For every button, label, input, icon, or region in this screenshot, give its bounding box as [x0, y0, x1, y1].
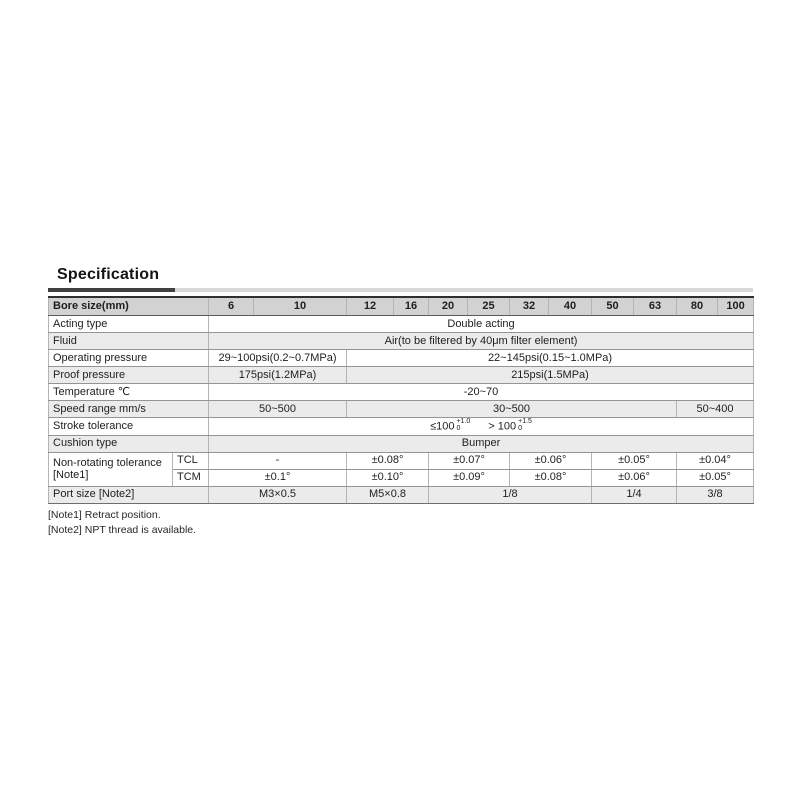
tcl-value-6-10: -	[209, 452, 347, 469]
section-title: Specification	[57, 266, 160, 283]
operating-pressure-small-bore: 29~100psi(0.2~0.7MPa)	[209, 350, 347, 367]
table-row-proof-pressure	[49, 367, 754, 384]
bore-col-40: 40	[549, 297, 592, 316]
tcl-value-20-25: ±0.07°	[429, 452, 510, 469]
table-row-cushion-type	[49, 435, 754, 452]
footnote-2: [Note2] NPT thread is available.	[48, 523, 197, 536]
bore-col-100: 100	[718, 297, 754, 316]
stroke-tolerance-sup-2: +1.5	[518, 418, 532, 425]
bore-col-6: 6	[209, 297, 254, 316]
bore-col-80: 80	[677, 297, 718, 316]
heading-underline-accent	[48, 288, 175, 292]
proof-pressure-large-bore: 215psi(1.5MPa)	[347, 367, 754, 384]
bore-col-10: 10	[254, 297, 347, 316]
speed-range-large-bore: 50~400	[677, 401, 754, 418]
speed-range-label: Speed range mm/s	[49, 401, 209, 418]
cushion-type-label: Cushion type	[49, 435, 209, 452]
operating-pressure-large-bore: 22~145psi(0.15~1.0MPa)	[347, 350, 754, 367]
temperature-label: Temperature ℃	[49, 384, 209, 401]
bore-col-63: 63	[634, 297, 677, 316]
speed-range-small-bore: 50~500	[209, 401, 347, 418]
stroke-tolerance-sub-2: 0	[518, 425, 523, 433]
tcm-value-80-100: ±0.05°	[677, 469, 754, 486]
table-row-fluid	[49, 333, 754, 350]
bore-size-header-label: Bore size(mm)	[49, 297, 209, 316]
specification-section	[48, 266, 753, 538]
port-size-80-100: 3/8	[677, 486, 754, 503]
speed-range-mid-bore: 30~500	[347, 401, 677, 418]
proof-pressure-small-bore: 175psi(1.2MPa)	[209, 367, 347, 384]
bore-col-16: 16	[394, 297, 429, 316]
spec-table	[48, 296, 754, 504]
bore-col-12: 12	[347, 297, 394, 316]
bore-col-32: 32	[510, 297, 549, 316]
tcm-value-50-63: ±0.06°	[592, 469, 677, 486]
bore-col-20: 20	[429, 297, 468, 316]
table-row-stroke-tolerance	[49, 418, 754, 436]
table-row-operating-pressure	[49, 350, 754, 367]
tcm-label: TCM	[173, 469, 209, 486]
table-row-acting-type	[49, 316, 754, 333]
footnote-1: [Note1] Retract position.	[48, 508, 161, 521]
fluid-value: Air(to be filtered by 40μm filter element)	[209, 333, 754, 350]
port-size-6-10: M3×0.5	[209, 486, 347, 503]
tcm-value-6-10: ±0.1°	[209, 469, 347, 486]
tcl-value-50-63: ±0.05°	[592, 452, 677, 469]
table-row-speed-range	[49, 401, 754, 418]
stroke-tolerance-gt: > 100	[488, 420, 517, 433]
footnotes	[48, 508, 753, 538]
heading-underline	[48, 288, 753, 292]
port-size-20-40: 1/8	[429, 486, 592, 503]
tcl-label: TCL	[173, 452, 209, 469]
table-row-temperature	[49, 384, 754, 401]
bore-col-25: 25	[468, 297, 510, 316]
port-size-50-63: 1/4	[592, 486, 677, 503]
port-size-12-16: M5×0.8	[347, 486, 429, 503]
operating-pressure-label: Operating pressure	[49, 350, 209, 367]
table-row-bore-size	[49, 297, 754, 316]
proof-pressure-label: Proof pressure	[49, 367, 209, 384]
bore-col-50: 50	[592, 297, 634, 316]
table-row-non-rotating-tcl	[49, 452, 754, 469]
tcm-value-32-40: ±0.08°	[510, 469, 592, 486]
tcl-value-80-100: ±0.04°	[677, 452, 754, 469]
tcm-value-20-25: ±0.09°	[429, 469, 510, 486]
stroke-tolerance-stack-1	[456, 418, 470, 433]
table-row-port-size	[49, 486, 754, 503]
fluid-label: Fluid	[49, 333, 209, 350]
temperature-value: -20~70	[209, 384, 754, 401]
stroke-tolerance-value	[209, 418, 754, 436]
stroke-tolerance-le: ≤100	[430, 420, 455, 433]
cushion-type-value: Bumper	[209, 435, 754, 452]
stroke-tolerance-stack-2	[518, 418, 532, 433]
stroke-tolerance-label: Stroke tolerance	[49, 418, 209, 436]
tcm-value-12-16: ±0.10°	[347, 469, 429, 486]
stroke-tolerance-sub-1: 0	[456, 425, 461, 433]
tcl-value-32-40: ±0.06°	[510, 452, 592, 469]
non-rotating-tolerance-label: Non-rotating tolerance [Note1]	[49, 452, 173, 486]
port-size-label: Port size [Note2]	[49, 486, 209, 503]
acting-type-label: Acting type	[49, 316, 209, 333]
acting-type-value: Double acting	[209, 316, 754, 333]
tcl-value-12-16: ±0.08°	[347, 452, 429, 469]
stroke-tolerance-sup-1: +1.0	[456, 418, 471, 425]
